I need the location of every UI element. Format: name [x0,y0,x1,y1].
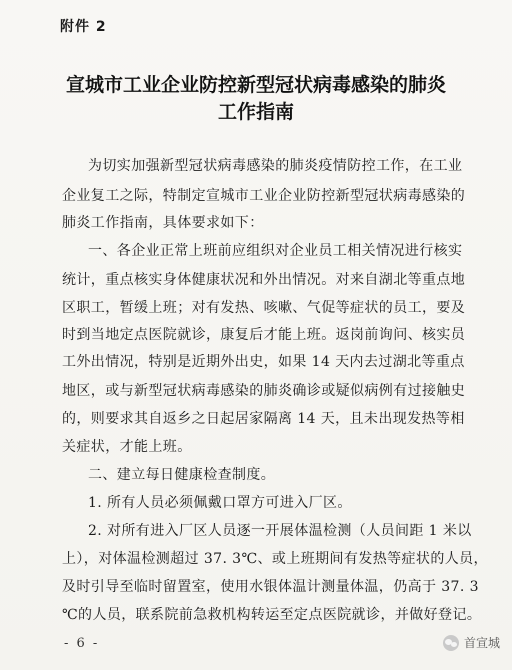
body-line: 企业复工之际，特制定宣城市工业企业防控新型冠状病毒感染的 [62,188,466,204]
watermark [443,634,500,651]
document-title-line-2: 工作指南 [217,101,294,123]
wechat-icon [443,635,459,651]
body-line: 的，则要求其自返乡之日起居家隔离 14 天，且未出现发热等相 [62,411,465,427]
body-line: 及时引导至临时留置室，使用水银体温计测量体温，仍高于 37. 3 [62,579,479,595]
body-line: 二、建立每日健康检查制度。 [88,467,276,483]
body-line: 一、各企业正常上班前应组织对企业员工相关情况进行核实 [88,243,463,259]
body-line: 上），对体温检测超过 37. 3℃、或上班期间有发热等症状的人员， [62,551,488,567]
document-title-line-1: 宣城市工业企业防控新型冠状病毒感染的肺炎 [65,74,446,96]
body-line: 1. 所有人员必须佩戴口罩方可进入厂区。 [88,495,352,511]
body-line: 工外出情况，特别是近期外出史，如果 14 天内去过湖北等重点 [62,354,465,370]
body-line: 2. 对所有进入厂区人员逐一开展体温检测（人员间距 1 米以 [88,523,472,539]
body-line: 统计，重点核实身体健康状况和外出情况。对来自湖北等重点地 [62,272,466,288]
page-number: - 6 - [64,636,100,651]
body-line: ℃的人员，联系院前急救机构转运至定点医院就诊，并做好登记。 [62,607,482,623]
attachment-label: 附件 2 [60,19,107,35]
body-line: 区职工，暂缓上班；对有发热、咳嗽、气促等症状的员工，要及 [62,300,466,316]
body-line: 肺炎工作指南，具体要求如下： [62,215,264,231]
body-line: 地区，或与新型冠状病毒感染的肺炎确诊或疑似病例有过接触史 [62,383,466,399]
body-line: 时到当地定点医院就诊，康复后才能上班。返岗前询问、核实员 [62,327,466,343]
body-line: 为切实加强新型冠状病毒感染的肺炎疫情防控工作，在工业 [88,158,463,174]
watermark-text: 首宣城 [463,636,500,650]
body-line: 关症状，才能上班。 [62,439,192,455]
